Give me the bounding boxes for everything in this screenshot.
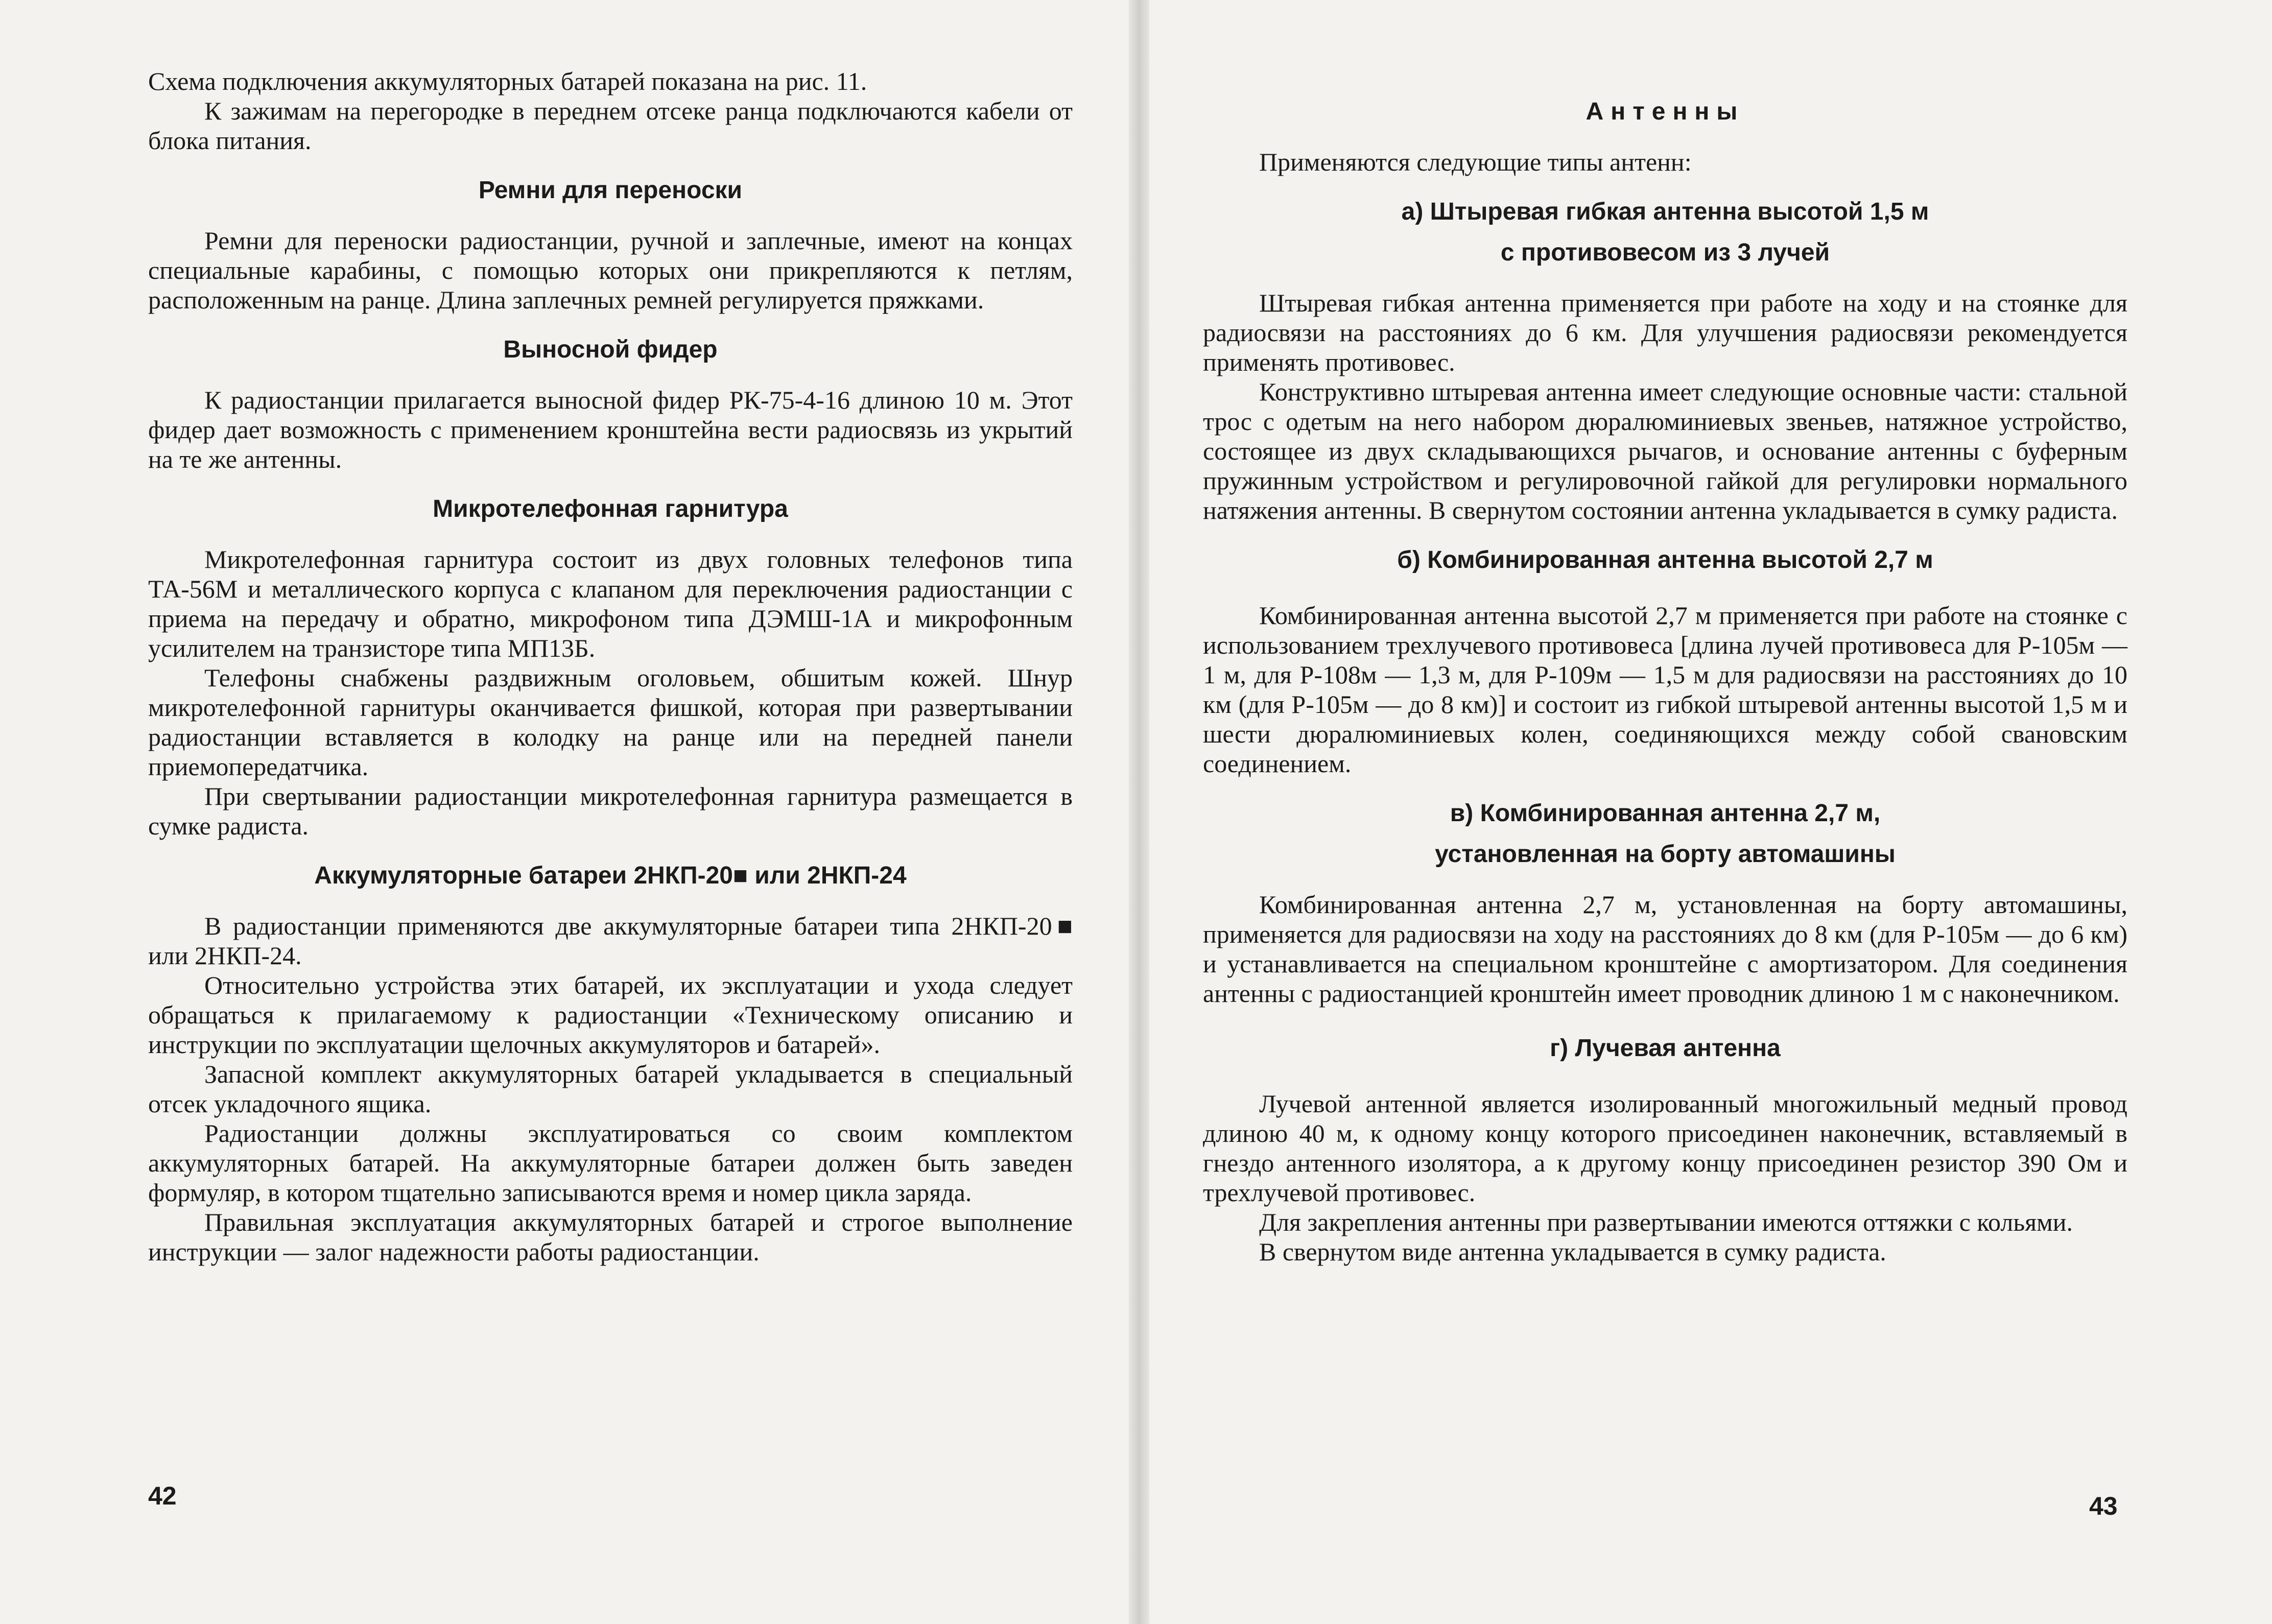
paragraph: Для закрепления антенны при развертывании имеются оттяжки с кольями. (1259, 1208, 2073, 1236)
heading-straps: Ремни для переноски (478, 177, 743, 204)
paragraph: К радиостанции прилагается выносной фидер РК-75-4-16 длиною 10 м. Этот фидер дает возможность с применением кронштейна вести радиосвязь из укрытий на те же антенны. (148, 386, 1073, 473)
paragraph: Конструктивно штыревая антенна имеет следующие основные части: стальной трос с одетым на него набором дюралюминиевых звеньев, натяжное устройство, состоящее из двух складывающихся рычагов, и основание антенны с буферным пружинным устройством и регулировочной гайкой для регулировки нормального натяжения антенны. В свернутом состоянии антенна укладывается в сумку радиста. (1203, 377, 2127, 524)
heading-antenna-v-line2: установленная на борту автомашины (1435, 841, 1896, 868)
paragraph: Радиостанции должны эксплуатироваться со своим комплектом аккумуляторных батарей. На аккумуляторные батареи должен быть заведен формуляр, в котором тщательно записываются время и номер цикла заряда. (148, 1119, 1073, 1207)
paragraph: Схема подключения аккумуляторных батарей показана на рис. 11. (148, 67, 867, 95)
section-title: Антенны (1585, 98, 1745, 125)
right-page (1149, 0, 2272, 1624)
paragraph: Микротелефонная гарнитура состоит из двух головных телефонов типа ТА-56М и металлического корпуса с клапаном для переключения радиостанции с приема на передачу и обратно, микрофоном типа ДЭМШ-1А и микрофонным усилителем на транзисторе типа МП13Б. (148, 545, 1073, 662)
paragraph: В свернутом виде антенна укладывается в сумку радиста. (1259, 1237, 1886, 1266)
paragraph: При свертывании радиостанции микротелефонная гарнитура размещается в сумке радиста. (148, 782, 1073, 840)
paragraph: Лучевой антенной является изолированный многожильный медный провод длиною 40 м, к одному концу которого присоединен наконечник, вставляемый в гнездо антенного изолятора, а к другому концу присоединен резистор 390 Ом и трехлучевой противовес. (1203, 1089, 2127, 1207)
paragraph: К зажимам на перегородке в переднем отсеке ранца подключаются кабели от блока питания. (148, 97, 1073, 155)
paragraph: Ремни для переноски радиостанции, ручной и заплечные, имеют на концах специальные карабины, с помощью которых они прикрепляются к петлям, расположенным на ранце. Длина заплечных ремней регулируется пряжками. (148, 226, 1073, 314)
heading-antenna-a: а) Штыревая гибкая антенна высотой 1,5 м (1401, 198, 1929, 225)
heading-feeder: Выносной фидер (503, 336, 718, 363)
paragraph: Комбинированная антенна 2,7 м, установленная на борту автомашины, применяется для радиосвязи на ходу на расстояниях до 8 км (для Р-105м — до 6 км) и устанавливается на специальном кронштейне с амортизатором. Для соединения антенны с радиостанцией кронштейн имеет проводник длиною 1 м с наконечником. (1203, 890, 2127, 1008)
heading-antenna-v: в) Комбинированная антенна 2,7 м, (1450, 800, 1881, 827)
heading-headset: Микротелефонная гарнитура (433, 495, 788, 522)
heading-batteries: Аккумуляторные батареи 2НКП-20■ или 2НКП-24 (314, 862, 907, 889)
paragraph: Применяются следующие типы антенн: (1259, 148, 1692, 176)
heading-antenna-g: г) Лучевая антенна (1550, 1035, 1781, 1062)
right-page-text (1203, 97, 2127, 1267)
left-page (0, 0, 1129, 1624)
paragraph: Телефоны снабжены раздвижным оголовьем, обшитым кожей. Шнур микротелефонной гарнитуры оканчивается фишкой, которая при развертывании радиостанции вставляется в колодку на ранце или на передней панели приемопередатчика. (148, 663, 1073, 781)
book-gutter (1129, 0, 1149, 1624)
paragraph: В радиостанции применяются две аккумуляторные батареи типа 2НКП-20■ или 2НКП-24. (148, 912, 1073, 970)
paragraph: Правильная эксплуатация аккумуляторных батарей и строгое выполнение инструкции — залог надежности работы радиостанции. (148, 1208, 1073, 1266)
page-number-left: 42 (148, 1482, 177, 1510)
paragraph: Комбинированная антенна высотой 2,7 м применяется при работе на стоянке с использованием трехлучевого противовеса [длина лучей противовеса для Р-105м — 1 м, для Р-108м — 1,3 м, для Р-109м — 1,5 м для радиосвязи на расстояниях до 10 км (для Р-105м — до 8 км)] и состоит из гибкой штыревой антенны высотой 1,5 м и шести дюралюминиевых колен, соединяющихся между собой сванoвским соединением. (1203, 601, 2127, 778)
page-number-right: 43 (2089, 1492, 2118, 1520)
paragraph: Запасной комплект аккумуляторных батарей укладывается в специальный отсек укладочного ящика. (148, 1060, 1073, 1118)
heading-antenna-b: б) Комбинированная антенна высотой 2,7 м (1397, 546, 1933, 574)
paragraph: Относительно устройства этих батарей, их эксплуатации и ухода следует обращаться к прилагаемому к радиостанции «Техническому описанию и инструкции по эксплуатации щелочных аккумуляторов и батарей». (148, 971, 1073, 1059)
heading-antenna-a-line2: с противовесом из 3 лучей (1500, 239, 1830, 266)
paragraph: Штыревая гибкая антенна применяется при работе на ходу и на стоянке для радиосвязи на расстояниях до 6 км. Для улучшения радиосвязи рекомендуется применять противовес. (1203, 289, 2127, 376)
left-page-text (148, 66, 1073, 1267)
